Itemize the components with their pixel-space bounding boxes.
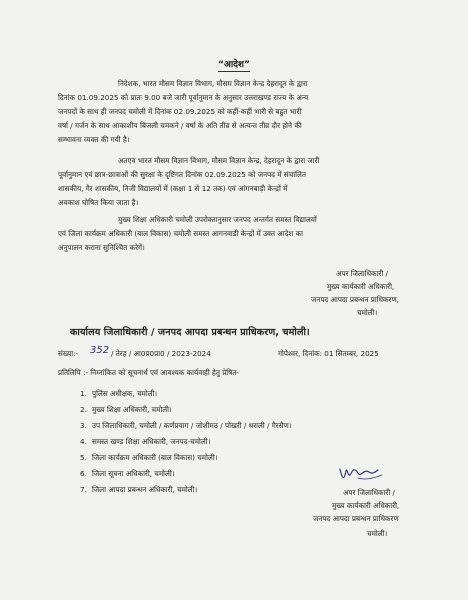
office-heading: कार्यालय जिलाधिकारी / जनपद आपदा प्रबन्धन प्राधिकरण, चमोली। [70, 327, 310, 338]
sig1-line-1: अपर जिलाधिकारी / [336, 269, 388, 278]
ref-code: / तेरह / आ0प्र0प्रा0 / 2023-2024 [111, 349, 211, 358]
para2-line-4: अवकाश घोषित किया जाता है। [58, 198, 139, 207]
sig2-line-4: चमोली। [367, 529, 388, 538]
ref-number-label: संख्या:- [58, 349, 79, 358]
copy-list-item: 1. पुलिस अधीक्षक, चमोली। [80, 389, 158, 398]
sig1-line-2: मुख्य कार्यकारी अधिकारी, [327, 282, 395, 291]
copy-intro: प्रतिलिपि :- निम्नांकित को सूचनार्थ एवं आवश्यक कार्यवाही हेतु प्रेषित- [58, 368, 240, 377]
copy-list-item: 6. जिला सूचना अधिकारी, चमोली। [80, 469, 175, 478]
sig2-line-1: अपर जिलाधिकारी / [343, 488, 395, 497]
copy-list-item: 2. मुख्य शिक्षा अधिकारी, चमोली। [80, 405, 172, 414]
ref-number: 352 [90, 345, 110, 356]
sig2-line-3: जनपद आपदा प्रबन्धन प्राधिकरण [313, 514, 399, 523]
copy-list-item: 4. समस्त खण्ड शिक्षा अधिकारी, जनपद-चमोली। [80, 437, 211, 446]
para1-line-5: सम्भावना व्यक्त की गयी है। [58, 135, 130, 144]
place-date: गोपेश्वर, दिनांक: 01 सितम्बर, 2025 [278, 349, 379, 358]
copy-list-item: 5. जिला कार्यक्रम अधिकारी (बाल विकास) चमोली। [80, 453, 218, 462]
handwritten-signature [338, 461, 388, 485]
para3-line-2: एवं जिला कार्यक्रम अधिकारी (बाल विकास) चमोली समस्त आगनवाडी केन्द्रों में उक्त आदेश का [58, 229, 303, 238]
para1-line-2: दिनांक 01.09.2025 को प्रातः 9.00 बजे जारी पूर्वानुमान के अनुसार उत्तराखण्ड राज्य के अन्य [58, 93, 309, 102]
para2-line-2: पूर्वानुमान एवं छात्र-छात्राओं की सुरक्षा के दृष्टिगत दिनांक 02.09.2025 को जनपद में संचालित [58, 170, 306, 179]
para1-line-3: जनपदों के साथ ही जनपद चमोली में दिनांक 02.09.2025 को कहीं-कहीं भारी से बहुत भारी [58, 107, 302, 116]
para1-line-4: वर्षा / गर्जन के साथ आकाशीय बिजली चमकने / वर्षा के अति तीव्र से अत्यन्त तीव्र दौर होने की [58, 121, 302, 130]
copy-list-item: 7. जिला आपदा प्रबन्धन अधिकारी, चमोली। [80, 485, 198, 494]
para1-line-1: निदेशक, भारत मौसम विज्ञान विभाग, मौसम विज्ञान केन्द्र देहरादून के द्वारा [118, 79, 308, 88]
para2-line-3: शासकीय, गैर शासकीय, निजी विद्यालयों में (कक्षा 1 से 12 तक) एवं आंगनबाड़ी केन्द्रों में [58, 184, 288, 193]
para3-line-1: मुख्य शिक्षा अधिकारी चमोली उपरोक्तानुसार जनपद अन्तर्गत समस्त विद्यालयों [118, 215, 317, 224]
copy-list-item: 3. उप जिलाधिकारी, चमोली / कर्णप्रयाग / जोशीमठ / पोखरी / थराली / गैरसैण। [80, 421, 292, 430]
para3-line-3: अनुपालन कराना सुनिश्चित करेगें। [58, 243, 145, 252]
sig1-line-4: चमोली। [357, 308, 378, 317]
para2-line-1: अतएव भारत मौसम विज्ञान विभाग, मौसम विज्ञान केन्द्र, देहरादून के द्वारा जारी [118, 156, 320, 165]
sig1-line-3: जनपद आपदा प्रबन्धन प्राधिकरण, [311, 295, 399, 304]
sig2-line-2: मुख्य कार्यकारी अधिकारी, [332, 501, 400, 510]
order-title: “आदेश” [218, 60, 250, 70]
